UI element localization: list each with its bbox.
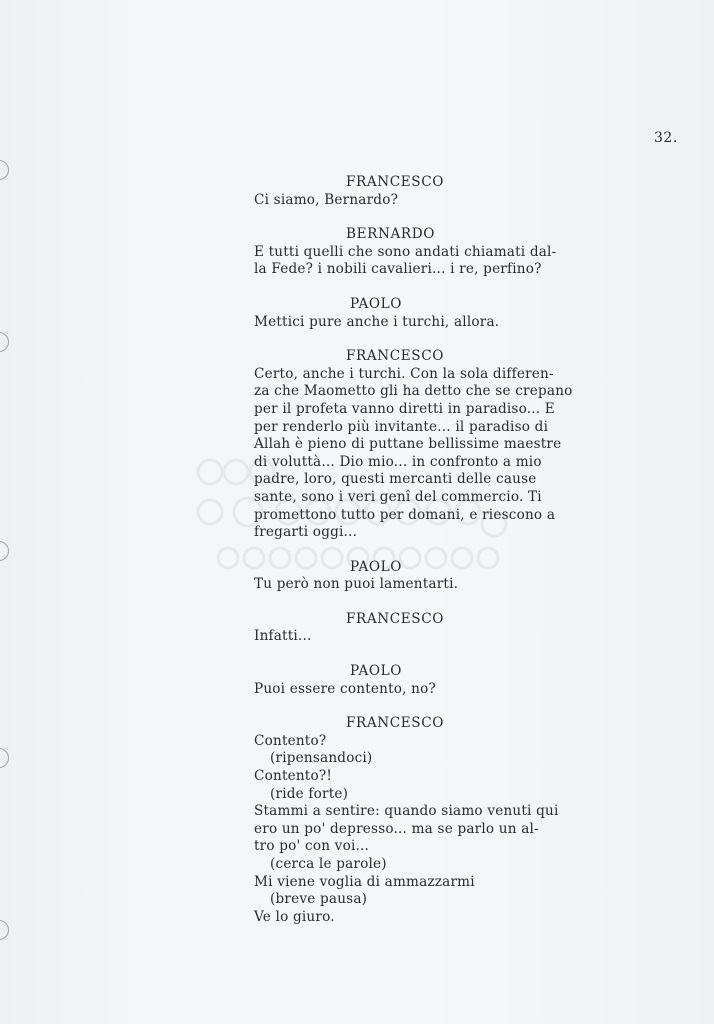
dialogue-line: Ve lo giuro.	[254, 908, 335, 925]
dialogue-line: Puoi essere contento, no?	[254, 680, 436, 697]
dialogue-line: Allah è pieno di puttane bellissime maestre	[254, 436, 562, 453]
dialogue-line: za che Maometto gli ha detto che se crepano	[254, 383, 573, 400]
speaker-name: FRANCESCO	[346, 610, 444, 627]
punch-hole	[0, 160, 9, 180]
dialogue-block	[254, 559, 594, 594]
punch-hole	[0, 748, 9, 768]
speaker-name: BERNARDO	[346, 226, 435, 243]
dialogue-line: per renderlo più invitante... il paradiso di	[254, 418, 549, 435]
dialogue-block	[254, 611, 594, 646]
punch-hole	[0, 920, 9, 940]
stage-direction: (ride forte)	[270, 785, 349, 802]
dialogue-line: Contento?	[254, 732, 327, 749]
dialogue-line: Infatti...	[254, 628, 312, 645]
dialogue-block	[254, 226, 594, 279]
speaker-name: FRANCESCO	[346, 174, 444, 190]
script-body	[254, 174, 594, 943]
speaker-name: PAOLO	[350, 558, 403, 575]
stage-direction: (breve pausa)	[270, 891, 368, 908]
dialogue-line: per il profeta vanno diretti in paradiso... E	[254, 400, 555, 417]
dialogue-block	[254, 174, 594, 209]
speaker-name: PAOLO	[350, 663, 403, 680]
dialogue-line: Tu però non puoi lamentarti.	[254, 576, 459, 593]
dialogue-line: la Fede? i nobili cavalieri... i re, perfino?	[254, 261, 542, 278]
dialogue-block	[254, 663, 594, 698]
dialogue-line: di voluttà... Dio mio... in confronto a mio	[254, 453, 542, 470]
dialogue-line: Contento?!	[254, 768, 333, 785]
dialogue-line: Ci siamo, Bernardo?	[254, 191, 399, 208]
dialogue-line: Mi viene voglia di ammazzarmi	[254, 873, 475, 890]
dialogue-line: padre, loro, questi mercanti delle cause	[254, 471, 537, 488]
dialogue-line: E tutti quelli che sono andati chiamati dal-	[254, 243, 557, 260]
dialogue-line: ero un po' depresso... ma se parlo un al-	[254, 820, 539, 837]
dialogue-line: sante, sono i veri genî del commercio. Ti	[254, 488, 542, 505]
speaker-name: PAOLO	[350, 295, 403, 312]
dialogue-block	[254, 715, 594, 926]
stage-direction: (ripensandoci)	[270, 750, 373, 767]
speaker-name: FRANCESCO	[346, 715, 444, 732]
dialogue-line: Stammi a sentire: quando siamo venuti qui	[254, 803, 559, 820]
dialogue-line: fregarti oggi...	[254, 524, 358, 541]
stage-direction: (cerca le parole)	[270, 856, 387, 872]
dialogue-line: Certo, anche i turchi. Con la sola differen-	[254, 365, 554, 382]
punch-hole	[0, 541, 9, 561]
dialogue-line: Mettici pure anche i turchi, allora.	[254, 313, 500, 330]
page-number: 32.	[654, 130, 678, 146]
dialogue-line: promettono tutto per domani, e riescono a	[254, 506, 556, 523]
dialogue-block	[254, 348, 594, 542]
dialogue-line: tro po' con voi...	[254, 838, 370, 855]
punch-hole	[0, 332, 9, 352]
dialogue-block	[254, 296, 594, 331]
speaker-name: FRANCESCO	[346, 348, 444, 365]
